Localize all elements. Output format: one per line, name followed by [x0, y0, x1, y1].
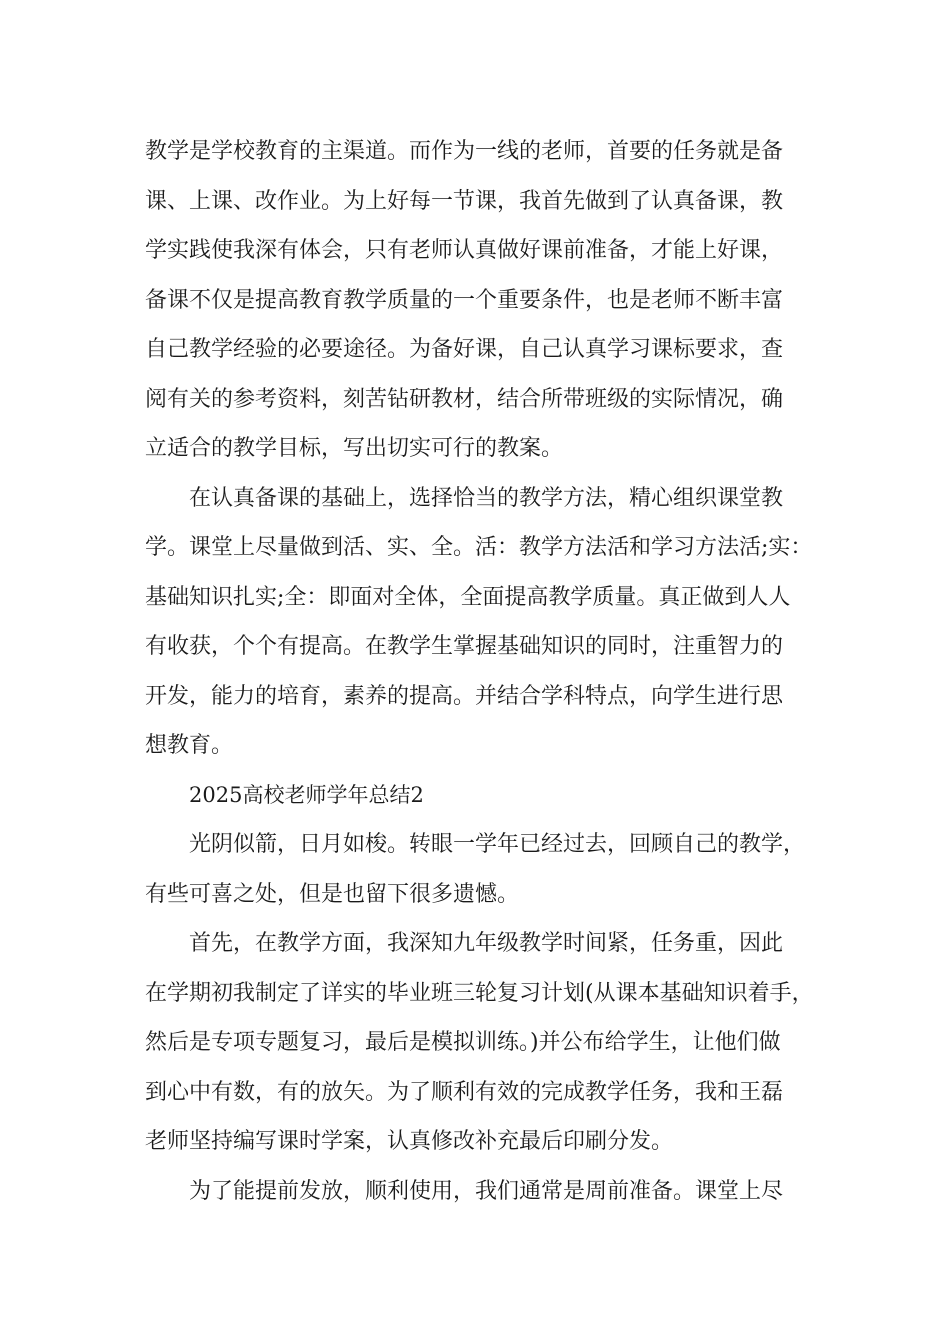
text-line: 立适合的教学目标，写出切实可行的教案。 — [145, 436, 564, 461]
paragraph-teaching-aspect — [145, 919, 825, 1167]
paragraph-teaching-method — [145, 474, 825, 771]
text-line: 光阴似箭，日月如梭。转眼一学年已经过去，回顾自己的教学， — [189, 832, 806, 857]
document-body — [145, 127, 825, 1216]
text-line: 学。课堂上尽量做到活、实、全。活：教学方法活和学习方法活;实： — [145, 535, 813, 560]
text-line: 老师坚持编写课时学案，认真修改补充最后印刷分发。 — [145, 1129, 674, 1154]
text-line: 有收获，个个有提高。在教学生掌握基础知识的同时，注重智力的 — [145, 634, 784, 659]
text-line: 到心中有数，有的放矢。为了顺利有效的完成教学任务，我和王磊 — [145, 1079, 784, 1105]
text-line: 有些可喜之处，但是也留下很多遗憾。 — [145, 881, 520, 907]
text-line: 课、上课、改作业。为上好每一节课，我首先做到了认真备课，教 — [145, 188, 784, 214]
text-line: 为了能提前发放，顺利使用，我们通常是周前准备。课堂上尽 — [189, 1178, 784, 1204]
text-line: 自己教学经验的必要途径。为备好课，自己认真学习课标要求，查 — [145, 337, 784, 362]
text-line: 在认真备课的基础上，选择恰当的教学方法，精心组织课堂教 — [189, 485, 784, 511]
text-line: 学实践使我深有体会，只有老师认真做好课前准备，才能上好课， — [145, 238, 784, 263]
paragraph-time-flies — [145, 820, 825, 919]
paragraph-teaching-channel — [145, 127, 825, 474]
paragraph-advance-prep — [145, 1167, 825, 1217]
text-line: 教学是学校教育的主渠道。而作为一线的老师，首要的任务就是备 — [145, 139, 784, 164]
text-line: 阅有关的参考资料，刻苦钻研教材，结合所带班级的实际情况，确 — [145, 386, 784, 412]
section-heading: 2025高校老师学年总结2 — [189, 782, 424, 807]
text-line: 开发，能力的培育，素养的提高。并结合学科特点，向学生进行思 — [145, 683, 784, 709]
text-line: 然后是专项专题复习，最后是模拟训练。)并公布给学生，让他们做 — [145, 1030, 781, 1055]
text-line: 备课不仅是提高教育教学质量的一个重要条件，也是老师不断丰富 — [145, 287, 784, 313]
text-line: 在学期初我制定了详实的毕业班三轮复习计划(从课本基础知识着手， — [145, 980, 814, 1006]
text-line: 首先，在教学方面，我深知九年级教学时间紧，任务重，因此 — [189, 931, 784, 956]
text-line: 想教育。 — [145, 733, 234, 758]
text-line: 基础知识扎实;全：即面对全体，全面提高教学质量。真正做到人人 — [145, 584, 791, 610]
